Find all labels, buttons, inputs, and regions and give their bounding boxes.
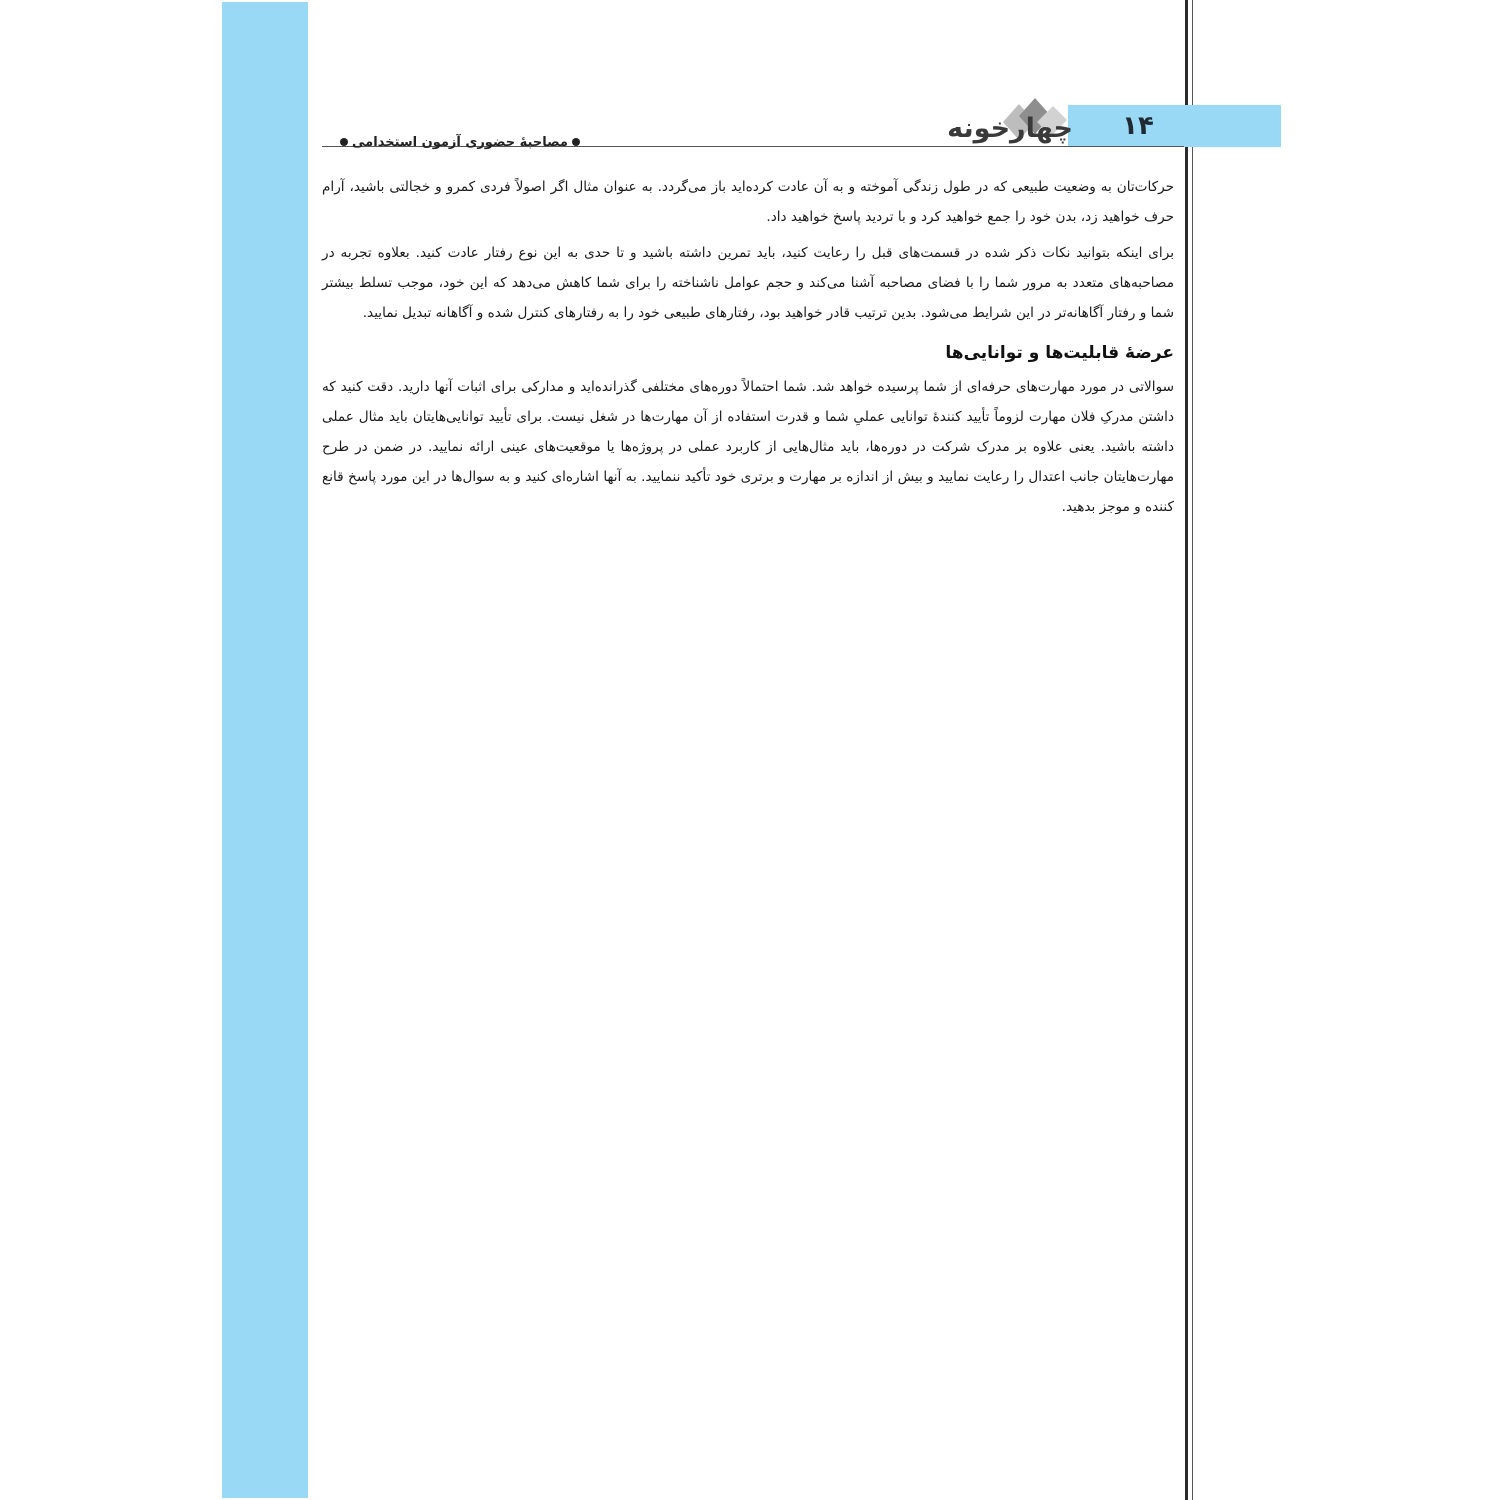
- vertical-rule-thick: [1185, 0, 1188, 1500]
- logo: [947, 92, 1085, 152]
- running-title: [340, 130, 580, 154]
- page-number: ۱۴: [1122, 111, 1154, 141]
- vertical-rule-thin: [1192, 0, 1193, 1500]
- bullet-dot-icon: [572, 138, 580, 146]
- logo-text: چهارخونه: [947, 113, 1073, 144]
- running-title-text: مصاحبهٔ حضوری آزمون استخدامی: [352, 134, 568, 150]
- bullet-dot-icon: [340, 138, 348, 146]
- paragraph: سوالاتی در مورد مهارت‌های حرفه‌ای از شما پرسیده خواهد شد. شما احتمالاً دوره‌های مختلفی گذرانده‌اید و مدارکی برای اثبات آنها دارید. دقت کنید که داشتن مدرکِ فلان مهارت لزوماً تأیید کنندهٔ توانایی عملیِ شما و قدرت استفاده از آن مهارت‌ها در شغل نیست. برای تأیید توانایی‌هایتان باید مثال عملی داشته باشید. یعنی علاوه بر مدرک شرکت در دوره‌ها، باید مثال‌هایی از کاربرد عملی در پروژه‌ها یا موقعیت‌های عینی ارائه نمایید. در ضمن در طرح مهارت‌هایتان جانب اعتدال را رعایت نمایید و بیش از اندازه بر مهارت و برتری خود تأکید ننمایید. به آنها اشاره‌ای کنید و به سوال‌ها در این مورد پاسخ قانع کننده و موجز بدهید.: [322, 379, 1174, 515]
- paragraph: برای اینکه بتوانید نکات ذکر شده در قسمت‌های قبل را رعایت کنید، باید تمرین داشته باشید و تا حدی به این نوع رفتار عادت کنید. بعلاوه تجربه در مصاحبه‌های متعدد به مرور شما را با فضای مصاحبه آشنا می‌کند و حجم عوامل ناشناخته را برای شما کاهش می‌دهد که این خود، موجب تسلط بیشتر شما و رفتار آگاهانه‌تر در این شرایط می‌شود. بدین ترتیب قادر خواهید بود، رفتارهای طبیعی خود را به رفتارهای کنترل شده و آگاهانه تبدیل نمایید.: [322, 245, 1174, 321]
- section-heading: عرضهٔ قابلیت‌ها و توانایی‌ها: [945, 343, 1174, 363]
- body-text: [322, 172, 1174, 528]
- page-number-tab: [1068, 105, 1281, 147]
- side-color-strip: [222, 2, 308, 1498]
- paragraph: حرکات‌تان به وضعیت طبیعی که در طول زندگی آموخته و به آن عادت کرده‌اید باز می‌گردد. به عنوان مثال اگر اصولاً فردی کمرو و خجالتی باشید، آرام حرف خواهید زد، بدن خود را جمع خواهید کرد و با تردید پاسخ خواهید داد.: [322, 179, 1174, 225]
